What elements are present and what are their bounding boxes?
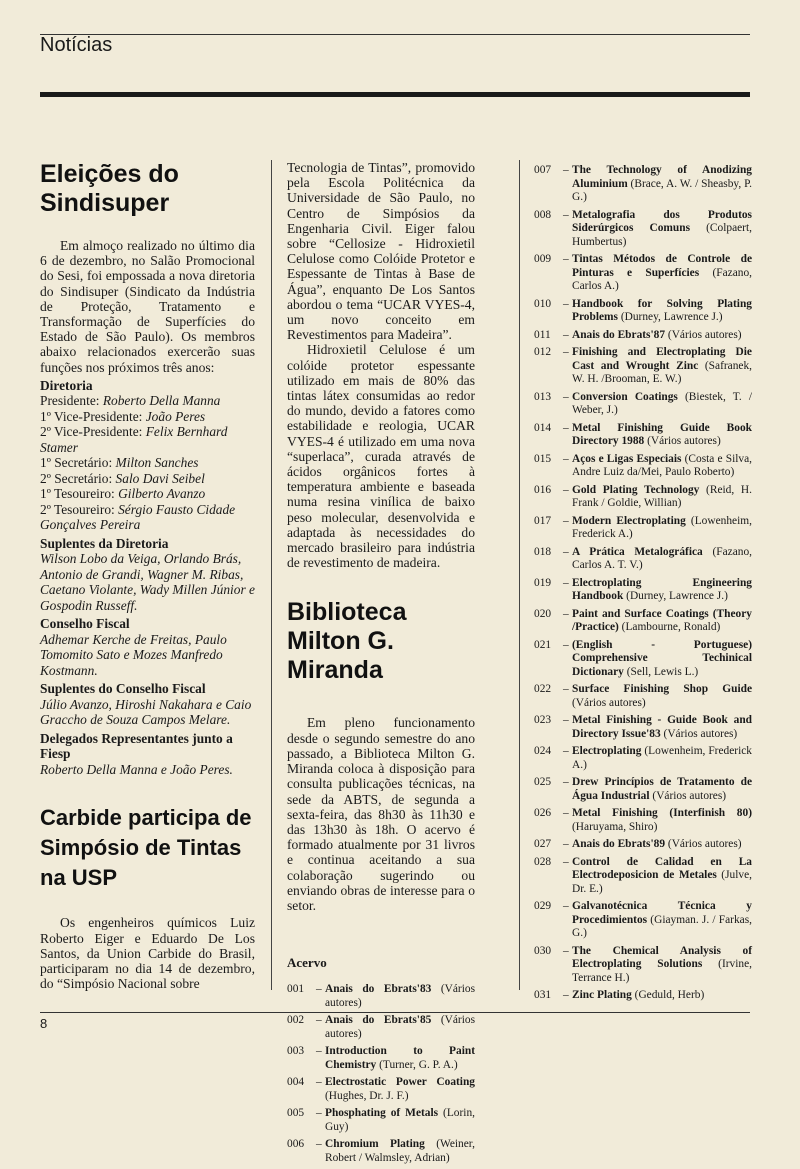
book-title: Handbook for Solving Plating Problems: [572, 297, 752, 323]
book-title: Gold Plating Technology: [572, 483, 700, 496]
dash-separator: –: [563, 514, 569, 527]
book-author: (Vários autores): [325, 983, 475, 1009]
book-author: (Geduld, Herb): [631, 989, 705, 1001]
book-entry: [572, 776, 752, 803]
book-number: 004: [287, 1076, 305, 1089]
delegados-names: Roberto Della Manna e João Peres.: [40, 761, 233, 777]
book-number: 016: [534, 483, 552, 496]
book-entry: [572, 989, 752, 1003]
delegados-heading: Delegados Representantes junto a Fiesp: [40, 730, 233, 762]
book-author: (Lorin, Guy): [325, 1107, 476, 1133]
book-author: (Giayman. J. / Farkas, G.): [572, 913, 752, 939]
book-author: (Hughes, Dr. J. F.): [325, 1089, 409, 1102]
acervo-heading: Acervo: [287, 955, 327, 971]
book-author: (Haruyama, Shiro): [572, 820, 658, 833]
book-author: (Costa e Silva, Andre Luiz da/Mei, Paulo Roberto): [572, 452, 752, 478]
book-entry: [572, 577, 752, 604]
book-author: (Turner, G. P. A.): [376, 1058, 458, 1071]
member-role: 2º Vice-Presidente:: [40, 424, 146, 440]
suplentes-diretoria-names: Wilson Lobo da Veiga, Orlando Brás, Antonio de Grandi, Wagner M. Ribas, Caetano Violante, Wady Millen Júnior e Gospodin Russeff.: [40, 551, 255, 613]
suplentes-conselho-names: Júlio Avanzo, Hiroshi Nakahara e Caio Graccho de Souza Campos Melare.: [40, 696, 252, 728]
book-author: (Vários autores): [665, 328, 742, 341]
book-title: The Chemical Analysis of Electroplating Solutions: [572, 944, 752, 970]
list-item: [534, 838, 752, 852]
dash-separator: –: [316, 1014, 322, 1027]
book-author: (Vários autores): [644, 435, 721, 447]
member-name: Gilberto Avanzo: [118, 486, 206, 502]
book-number: 030: [534, 944, 552, 957]
book-number: 005: [287, 1107, 305, 1120]
dash-separator: –: [316, 1045, 322, 1058]
carbide-paragraph-2: Hidroxietil Celulose é um colóide protetor espessante utilizado em mais de 80% das tintas látex consumidas ao redor do mundo, devido a fatores como estabilidade e reologia, UCAR VYES-4 é utilizado em uma nova “superlaca”, curada através de ácidos orgânicos fortes à temperatura ambiente e baseada numa resina vinílica de baixo peso molecular, desenvolvida e adaptada às necessidades do mercado brasileiro para indústria de revestimento de madeira.: [287, 342, 475, 571]
member-name: Salo Davi Seibel: [115, 470, 205, 486]
book-entry: [572, 856, 752, 897]
column-divider: [519, 160, 520, 990]
book-title: Metal Finishing Guide Book Directory 1988: [572, 421, 752, 447]
list-item: [534, 745, 752, 772]
article-intro: Em almoço realizado no último dia 6 de dezembro, no Salão Promocional do Sesi, foi empossada a nova diretoria do Sindisuper (Sindicato da Indústria de Proteção, Tratamento e Transformação de Superfícies do Estado de São Paulo). Os membros abaixo relacionados exercerão suas funções nos próximos três anos:: [40, 238, 255, 375]
book-author: (Vários autores): [660, 727, 738, 740]
book-number: 003: [287, 1045, 305, 1058]
book-author: (Brace, A. W. / Sheasby, P. G.): [572, 177, 752, 203]
book-title: Drew Princípios de Tratamento de Água Industrial: [572, 776, 752, 802]
book-number: 028: [534, 855, 552, 868]
book-author: (Vários autores): [572, 696, 646, 709]
book-number: 009: [534, 253, 552, 265]
list-item: [287, 1014, 475, 1041]
member-name: Felix Bernhard Stamer: [40, 424, 228, 455]
book-number: 014: [534, 421, 552, 434]
book-title: Zinc Plating: [572, 989, 632, 1001]
list-item: [534, 776, 752, 803]
book-title: Anais do Ebrats'83: [325, 983, 432, 996]
conselho-fiscal-names: Adhemar Kerche de Freitas, Paulo Tomomito Sato e Mozes Manfredo Kostmann.: [40, 631, 227, 678]
list-item: [534, 608, 752, 635]
list-item: [534, 298, 752, 325]
book-entry: [572, 900, 752, 941]
book-entry: [572, 484, 752, 511]
diretoria-member: [40, 424, 255, 455]
list-item: [534, 945, 752, 986]
book-title: A Prática Metalográfica: [572, 545, 703, 558]
book-title: Conversion Coatings: [572, 390, 678, 403]
member-role: 1º Secretário:: [40, 455, 116, 471]
book-author: (Biestek, T. / Weber, J.): [572, 390, 752, 416]
book-entry: [572, 164, 752, 205]
dash-separator: –: [563, 638, 569, 651]
book-title: Control de Calidad en La Electrodeposicion de Metales: [572, 855, 752, 881]
list-item: [534, 900, 752, 941]
list-item: [287, 983, 475, 1010]
book-number: 001: [287, 983, 305, 996]
diretoria-list: [40, 393, 255, 533]
book-title: Phosphating of Metals: [325, 1107, 439, 1120]
book-entry: [325, 1076, 475, 1103]
book-author: (Weiner, Robert / Walmsley, Adrian): [325, 1138, 475, 1164]
book-number: 006: [287, 1138, 305, 1151]
list-item: [534, 209, 752, 250]
book-entry: [572, 945, 752, 986]
dash-separator: –: [563, 776, 569, 788]
book-number: 027: [534, 838, 552, 850]
dash-separator: –: [563, 683, 569, 695]
book-title: Chromium Plating: [325, 1138, 425, 1151]
book-title: Tintas Métodos de Controle de Pinturas e Superfícies: [572, 253, 752, 279]
list-item: [534, 453, 752, 480]
dash-separator: –: [563, 607, 569, 620]
list-item: [534, 856, 752, 897]
list-item: [287, 1045, 475, 1072]
dash-separator: –: [563, 838, 569, 850]
book-number: 025: [534, 776, 552, 788]
dash-separator: –: [563, 714, 569, 726]
book-number: 013: [534, 390, 552, 403]
diretoria-member: [40, 486, 255, 502]
book-number: 017: [534, 514, 552, 527]
book-author: (Reid, H. Frank / Goldie, Willian): [572, 483, 752, 509]
header-rule: [40, 34, 750, 35]
dash-separator: –: [563, 944, 569, 957]
book-number: 008: [534, 208, 552, 221]
dash-separator: –: [563, 452, 569, 465]
dash-separator: –: [563, 745, 569, 757]
book-entry: [572, 714, 752, 741]
list-item: [534, 989, 752, 1003]
book-title: Anais do Ebrats'89: [572, 838, 666, 850]
book-author: (Vários autores): [325, 1014, 475, 1040]
book-author: (Lowenheim, Frederick A.): [572, 745, 752, 771]
book-number: 015: [534, 452, 552, 465]
diretoria-member: [40, 502, 255, 533]
dash-separator: –: [563, 328, 569, 341]
list-item: [534, 422, 752, 449]
list-item: [534, 329, 752, 343]
dash-separator: –: [563, 545, 569, 558]
book-title: Modern Electroplating: [572, 514, 686, 527]
member-role: Presidente:: [40, 393, 103, 409]
book-entry: [325, 1138, 475, 1165]
book-number: 012: [534, 346, 552, 358]
dash-separator: –: [563, 576, 569, 589]
book-author: (Safranek, W. H. /Brooman, E. W.): [572, 359, 753, 385]
dash-separator: –: [563, 900, 569, 912]
member-role: 2º Secretário:: [40, 470, 116, 486]
book-author: (Lowenheim, Frederick A.): [572, 514, 752, 540]
diretoria-member: [40, 471, 255, 487]
dash-separator: –: [563, 164, 569, 176]
book-number: 020: [534, 607, 552, 620]
dash-separator: –: [563, 855, 569, 868]
book-entry: [572, 391, 752, 418]
dash-separator: –: [563, 390, 569, 403]
book-number: 023: [534, 714, 552, 726]
book-number: 024: [534, 745, 552, 757]
list-item: [287, 1138, 475, 1165]
list-item: [534, 577, 752, 604]
book-title: Metal Finishing (Interfinish 80): [572, 807, 752, 819]
book-number: 029: [534, 900, 552, 912]
section-label: Notícias: [40, 34, 113, 56]
book-author: (Fazano, Carlos A. T. V.): [572, 545, 752, 571]
list-item: [287, 1076, 475, 1103]
book-entry: [325, 1045, 475, 1072]
list-item: [534, 164, 752, 205]
header-thick-rule: [40, 92, 750, 97]
page-number: 8: [40, 1016, 48, 1031]
book-number: 002: [287, 1014, 305, 1027]
diretoria-member: [40, 409, 255, 425]
book-author: (Irvine, Terrance H.): [572, 958, 752, 984]
dash-separator: –: [563, 989, 569, 1001]
book-entry: [325, 1107, 475, 1134]
book-title: Electroplating Engineering Handbook: [572, 576, 752, 602]
list-item: [287, 1107, 475, 1134]
book-author: (Vários autores): [665, 838, 742, 850]
list-item: [534, 807, 752, 834]
article-title-carbide: Carbide participa de Simpósio de Tintas na USP: [40, 805, 252, 891]
dash-separator: –: [563, 346, 569, 358]
list-item: [534, 683, 752, 710]
list-item: [534, 639, 752, 680]
dash-separator: –: [316, 1138, 322, 1151]
book-entry: [572, 546, 752, 573]
book-number: 010: [534, 297, 552, 310]
dash-separator: –: [563, 253, 569, 265]
book-entry: [572, 329, 752, 343]
book-entry: [572, 683, 752, 710]
book-author: (Sell, Lewis L.): [623, 665, 699, 678]
book-entry: [572, 608, 752, 635]
diretoria-member: [40, 455, 255, 471]
dash-separator: –: [563, 421, 569, 434]
column-left: [40, 160, 255, 991]
list-item: [534, 253, 752, 294]
book-title: Anais do Ebrats'87: [572, 328, 666, 341]
carbide-paragraph-1-start: Os engenheiros químicos Luiz Roberto Eiger e Eduardo De Los Santos, da Union Carbide do Brasil, participaram no dia 14 de dezembro, do “Simpósio Nacional sobre: [40, 915, 255, 992]
diretoria-heading: Diretoria: [40, 377, 93, 393]
column-right: [534, 164, 752, 1007]
suplentes-conselho-heading: Suplentes do Conselho Fiscal: [40, 681, 206, 697]
suplentes-diretoria-heading: Suplentes da Diretoria: [40, 535, 169, 551]
book-entry: [572, 745, 752, 772]
book-entry: [572, 422, 752, 449]
diretoria-member: [40, 393, 255, 409]
book-title: Metalografia dos Produtos Siderúrgicos Comuns: [572, 208, 752, 234]
book-title: Paint and Surface Coatings (Theory /Practice): [572, 607, 752, 633]
book-author: (Vários autores): [649, 789, 727, 802]
footer-rule: [40, 1012, 750, 1013]
book-title: (English - Portuguese) Comprehensive Techinical Dictionary: [572, 638, 752, 678]
dash-separator: –: [563, 483, 569, 496]
book-title: The Technology of Anodizing Aluminium: [572, 164, 752, 190]
list-item: [534, 714, 752, 741]
book-author: (Fazano, Carlos A.): [572, 266, 752, 292]
book-title: Metal Finishing - Guide Book and Directory Issue'83: [572, 714, 752, 740]
book-title: Electrostatic Power Coating: [325, 1076, 475, 1089]
book-title: Galvanotécnica Técnica y Procedimientos: [572, 900, 752, 926]
book-entry: [572, 639, 752, 680]
book-entry: [572, 515, 752, 542]
book-entry: [572, 453, 752, 480]
conselho-fiscal-heading: Conselho Fiscal: [40, 616, 130, 632]
book-number: 007: [534, 164, 552, 176]
book-list-part-2: [534, 164, 752, 1003]
book-entry: [572, 253, 752, 294]
book-author: (Lambourne, Ronald): [618, 621, 721, 633]
book-title: Introduction to Paint Chemistry: [325, 1045, 475, 1071]
book-entry: [325, 1014, 475, 1041]
article-title-eleicoes: Eleições do Sindisuper: [40, 160, 179, 217]
book-entry: [325, 983, 475, 1010]
dash-separator: –: [563, 208, 569, 221]
book-title: Aços e Ligas Especiais: [572, 452, 682, 465]
member-name: Roberto Della Manna: [102, 393, 221, 409]
dash-separator: –: [563, 807, 569, 819]
book-number: 019: [534, 576, 552, 589]
book-author: (Julve, Dr. E.): [572, 869, 752, 895]
dash-separator: –: [316, 1076, 322, 1089]
list-item: [534, 391, 752, 418]
list-item: [534, 546, 752, 573]
dash-separator: –: [563, 297, 569, 310]
book-entry: [572, 807, 752, 834]
book-entry: [572, 346, 752, 387]
book-title: Electroplating: [572, 745, 642, 757]
biblioteca-paragraph: Em pleno funcionamento desde o segundo semestre do ano passado, a Biblioteca Milton G. Miranda coloca à disposição para consulta publicações técnicas, na sede da ABTS, de segunda a sexta-feira, das 8h30 às 11h30 e das 13h30 às 18h. O acervo é formado atualmente por 31 livros e continua aceitando a sua colaboração sugerindo ou enviando obras de interesse para o setor.: [287, 715, 475, 913]
list-item: [534, 515, 752, 542]
member-role: 1º Vice-Presidente:: [40, 408, 146, 424]
dash-separator: –: [316, 983, 322, 996]
dash-separator: –: [316, 1107, 322, 1120]
book-number: 026: [534, 807, 552, 819]
article-title-biblioteca: Biblioteca Milton G. Miranda: [287, 598, 407, 685]
book-number: 011: [534, 328, 551, 341]
carbide-paragraph-1-end: Tecnologia de Tintas”, promovido pela Escola Politécnica da Universidade de São Paulo, no Centro de Simpósios da Engenharia Civil. Eiger falou sobre “Cellosize - Hidroxietil Celulose como Colóide Protetor e Espessante de Tintas à Base de Água”, enquanto De Los Santos abordou o tema “UCAR VYES-4, um novo conceito em Revestimentos para Madeira”.: [287, 160, 475, 343]
column-divider: [271, 160, 272, 990]
member-role: 1º Tesoureiro:: [40, 486, 119, 502]
book-author: (Colpaert, Humbertus): [572, 222, 752, 248]
book-number: 022: [534, 683, 552, 695]
book-title: Finishing and Electroplating Die Cast and Wrought Zinc: [572, 346, 752, 372]
book-entry: [572, 298, 752, 325]
book-author: (Durney, Lawrence J.): [623, 590, 728, 602]
member-name: João Peres: [145, 408, 206, 424]
book-number: 031: [534, 989, 552, 1001]
member-name: Sérgio Fausto Cidade Gonçalves Pereira: [40, 501, 236, 533]
book-author: (Durney, Lawrence J.): [617, 311, 723, 323]
book-title: Surface Finishing Shop Guide: [572, 683, 752, 695]
list-item: [534, 484, 752, 511]
book-entry: [572, 209, 752, 250]
book-entry: [572, 838, 752, 852]
book-number: 018: [534, 545, 552, 558]
book-number: 021: [534, 638, 552, 651]
member-role: 2º Tesoureiro:: [40, 501, 119, 517]
member-name: Milton Sanches: [115, 455, 199, 471]
column-middle: [287, 160, 475, 1169]
book-list-part-1: [287, 983, 475, 1165]
book-title: Anais do Ebrats'85: [325, 1014, 432, 1027]
list-item: [534, 346, 752, 387]
